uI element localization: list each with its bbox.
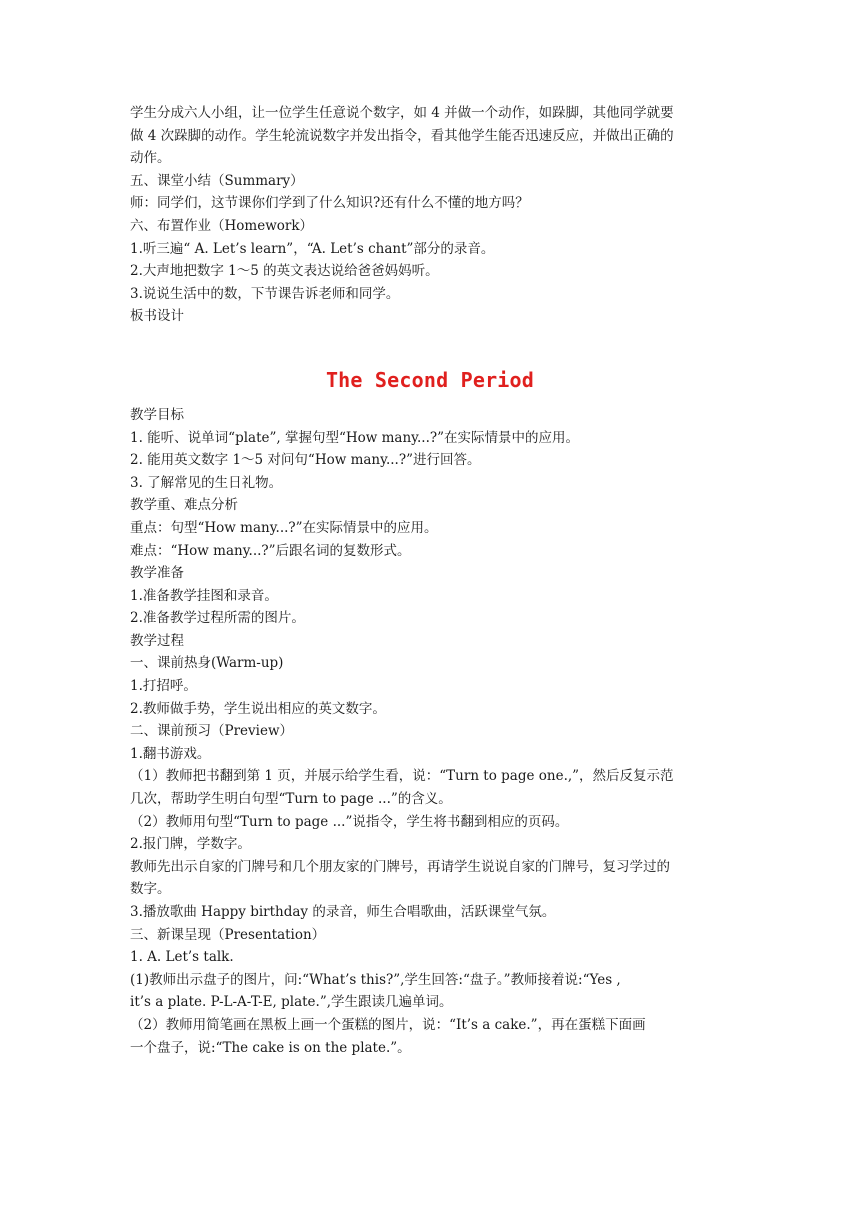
document-body xyxy=(130,102,730,1059)
text-line: 三、新课呈现（Presentation） xyxy=(130,926,326,943)
section-after-title xyxy=(130,404,730,1059)
text-line: （2）教师用句型“Turn to page ...”说指令，学生将书翻到相应的页码。 xyxy=(130,813,569,830)
text-line: 几次，帮助学生明白句型“Turn to page ...”的含义。 xyxy=(130,791,452,808)
text-line: 2.准备教学过程所需的图片。 xyxy=(130,610,305,627)
text-line: 2.大声地把数字 1～5 的英文表达说给爸爸妈妈听。 xyxy=(130,263,439,280)
text-line: 1. A. Let’s talk. xyxy=(130,949,234,966)
text-line: 2.教师做手势，学生说出相应的英文数字。 xyxy=(130,700,386,717)
text-line: 一、课前热身(Warm-up) xyxy=(130,655,284,672)
text-line: 数字。 xyxy=(130,881,171,898)
text-line: 3. 了解常见的生日礼物。 xyxy=(130,474,283,491)
section-title: The Second Period xyxy=(325,367,535,392)
section-before-title xyxy=(130,102,730,328)
text-line: 做 4 次跺脚的动作。学生轮流说数字并发出指令，看其他学生能否迅速反应，并做出正确的 xyxy=(130,127,674,144)
text-line: 重点：句型“How many...?”在实际情景中的应用。 xyxy=(130,519,438,536)
text-line: （2）教师用简笔画在黑板上画一个蛋糕的图片，说：“It’s a cake.”，再在蛋糕下面画 xyxy=(130,1016,646,1033)
text-line: 六、布置作业（Homework） xyxy=(130,217,314,234)
text-line: 师：同学们，这节课你们学到了什么知识?还有什么不懂的地方吗？ xyxy=(130,195,529,212)
text-line: 一个盘子，说:“The cake is on the plate.”。 xyxy=(130,1039,411,1056)
text-line: 教学目标 xyxy=(130,406,184,423)
text-line: 1.打招呼。 xyxy=(130,678,197,695)
text-line: 3.播放歌曲 Happy birthday 的录音，师生合唱歌曲，活跃课堂气氛。 xyxy=(130,904,556,920)
text-line: 3.说说生活中的数，下节课告诉老师和同学。 xyxy=(130,285,400,302)
text-line: 1.准备教学挂图和录音。 xyxy=(130,587,278,604)
text-line: 1.翻书游戏。 xyxy=(130,745,211,762)
text-line: （1）教师把书翻到第 1 页，并展示给学生看，说：“Turn to page one.,”，然后反复示范 xyxy=(130,768,674,785)
text-line: 2. 能用英文数字 1～5 对问句“How many...?”进行回答。 xyxy=(130,452,481,469)
text-line: 二、课前预习（Preview） xyxy=(130,723,294,740)
text-line: 教师先出示自家的门牌号和几个朋友家的门牌号，再请学生说说自家的门牌号，复习学过的 xyxy=(130,858,670,875)
text-line: 教学过程 xyxy=(130,632,184,649)
text-line: (1)教师出示盘子的图片，问:“What’s this?”,学生回答:“盘子。”教师接着说:“Yes , xyxy=(130,971,621,988)
text-line: 教学准备 xyxy=(130,565,184,582)
text-line: 动作。 xyxy=(130,150,171,167)
text-line: 难点：“How many...?”后跟名词的复数形式。 xyxy=(130,542,411,559)
text-line: 1.听三遍“ A. Let’s learn”，“A. Let’s chant”部分的录音。 xyxy=(130,240,495,257)
text-line: 2.报门牌，学数字。 xyxy=(130,836,251,853)
text-line: 板书设计 xyxy=(130,308,184,325)
text-line: 五、课堂小结（Summary） xyxy=(130,172,304,189)
text-line: 1. 能听、说单词“plate”, 掌握句型“How many...?”在实际情景中的应用。 xyxy=(130,429,580,446)
spacer xyxy=(130,328,730,365)
text-line: 教学重、难点分析 xyxy=(130,497,238,514)
text-line: 学生分成六人小组，让一位学生任意说个数字，如 4 并做一个动作，如跺脚，其他同学就要 xyxy=(130,105,674,121)
text-line: it’s a plate. P-L-A-T-E, plate.”,学生跟读几遍单词。 xyxy=(130,994,453,1011)
